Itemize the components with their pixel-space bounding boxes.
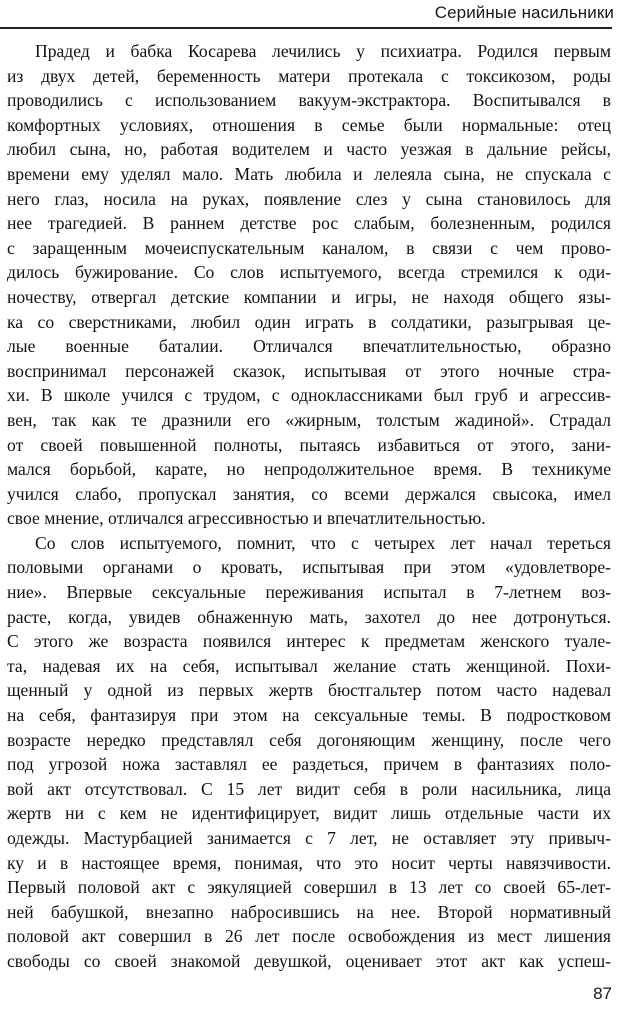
text-line: нее трагедией. В раннем детстве рос слабым, болезненным, родился: [7, 213, 611, 234]
text-line: та, надевая их на себя, испытывал желание стать женщиной. Похи-: [7, 655, 611, 676]
text-line: под угрозой ножа заставлял ее раздеться, причем в фантазиях поло-: [7, 754, 611, 775]
text-line: половыми органами о кровать, испытывая при этом «удовлетворе-: [7, 557, 611, 578]
text-line: одежды. Мастурбацией занимается с 7 лет, не оставляет эту привыч-: [7, 828, 611, 848]
text-line: него глаз, носила на руках, появление слез у сына становилось для: [7, 188, 611, 209]
text-line: С этого же возраста появился интерес к предметам женского туале-: [7, 631, 611, 652]
text-line: вой акт отсутствовал. С 15 лет видит себя в роли насильника, лица: [7, 778, 611, 799]
text-line: комфортных условиях, отношения в семье были нормальные: отец: [7, 114, 611, 135]
text-line: ней бабушкой, внезапно набросившись на нее. Второй нормативный: [7, 901, 611, 922]
text-line: Со слов испытуемого, помнит, что с четырех лет начал тереться: [35, 532, 611, 553]
text-line: учился слабо, пропускал занятия, со всеми держался свысока, имел: [7, 483, 611, 504]
text-line: проводились с использованием вакуум-экстрактора. Воспитывался в: [7, 90, 611, 111]
body-text: [7, 39, 611, 974]
text-line: воспринимал персонажей сказок, испытывая от этого ночные стра-: [7, 360, 611, 381]
text-line: ка со сверстниками, любил один играть в солдатики, разыгрывая це-: [7, 311, 611, 332]
text-line: жертв ни с кем не идентифицирует, видит лишь отдельные части их: [7, 803, 611, 824]
text-line: любил сына, но, работая водителем и часто уезжая в дальние рейсы,: [7, 139, 611, 160]
text-line: от своей повышенной полноты, пытаясь избавиться от этого, зани-: [7, 434, 611, 455]
text-line: дилось бужирование. Со слов испытуемого, всегда стремился к оди-: [7, 262, 611, 283]
paragraph: [7, 531, 611, 974]
text-line: Первый половой акт с эякуляцией совершил в 13 лет со своей 65-лет-: [7, 877, 611, 898]
text-line: ночеству, отвергал детские компании и игры, не находя общего язы-: [7, 286, 611, 307]
text-line: из двух детей, беременность матери протекала с токсикозом, роды: [7, 65, 611, 86]
page-number: 87: [593, 984, 612, 1003]
text-line: половой акт совершил в 26 лет после освобождения из мест лишения: [7, 926, 611, 947]
text-line: вен, так как те дразнили его «жирным, толстым жадиной». Страдал: [7, 409, 611, 430]
text-line: с заращенным мочеиспускательным каналом, в связи с чем прово-: [7, 237, 611, 258]
text-line: хи. В школе учился с трудом, с одноклассниками был груб и агрессив-: [7, 385, 611, 406]
header-rule: [0, 27, 612, 29]
paragraph: [7, 39, 611, 531]
running-header: Серийные насильники: [434, 3, 614, 22]
text-line: времени ему уделял мало. Мать любила и лелеяла сына, не спускала с: [7, 163, 611, 184]
text-line: лые военные баталии. Отличался впечатлительностью, образно: [7, 336, 611, 357]
text-line: ние». Впервые сексуальные переживания испытал в 7-летнем воз-: [7, 582, 611, 603]
text-line: ку и в настоящее время, понимая, что это носит черты навязчивости.: [7, 852, 611, 873]
text-line: щенный у одной из первых жертв бюстгальтер потом часто надевал: [7, 680, 611, 701]
text-line: возрасте нередко представлял себя догоняющим женщину, после чего: [7, 729, 611, 750]
text-line: свободы со своей знакомой девушкой, оценивает этот акт как успеш-: [7, 950, 611, 971]
text-line: расте, когда, увидев обнаженную мать, захотел до нее дотронуться.: [7, 606, 611, 627]
text-line: мался борьбой, карате, но непродолжительное время. В техникуме: [7, 459, 611, 480]
text-line: на себя, фантазируя при этом на сексуальные темы. В подростковом: [7, 705, 611, 726]
text-line: Прадед и бабка Косарева лечились у психиатра. Родился первым: [35, 41, 611, 61]
text-line: свое мнение, отличался агрессивностью и впечатлительностью.: [7, 508, 486, 529]
